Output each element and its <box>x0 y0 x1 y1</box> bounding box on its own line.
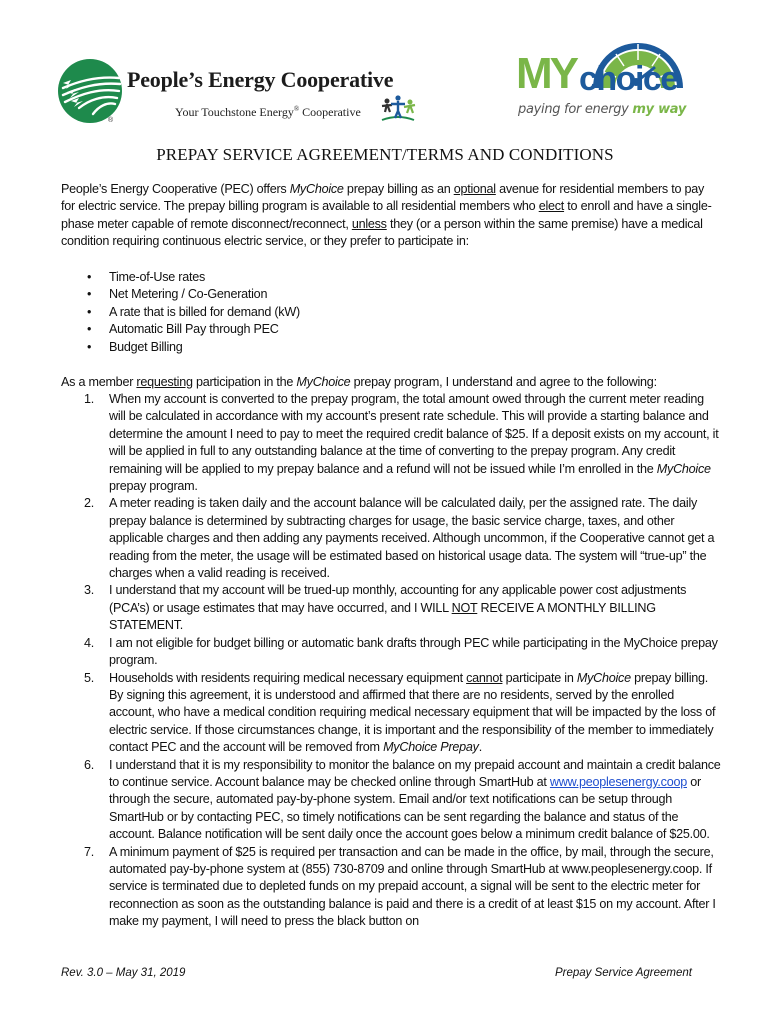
pec-name: People’s Energy Cooperative <box>127 67 394 92</box>
lead-underline-requesting: requesting <box>136 375 193 389</box>
intro-underline-optional: optional <box>453 182 496 196</box>
term-number: 2. <box>84 496 95 511</box>
term-number: 1. <box>84 392 95 406</box>
term-number: 5. <box>84 670 95 685</box>
term-text: I understand that my account will be trued-up monthly, accounting for any applicable power cost adjustments (PCA’s) or usage estimates that may have occurred, and I WILL <box>109 583 687 615</box>
intro-text: prepay billing as an <box>343 182 454 196</box>
intro-underline-unless: unless <box>351 216 387 231</box>
footer-revision: Rev. 3.0 – May 31, 2019 <box>61 967 186 979</box>
term-emphasis: MyChoice <box>656 461 711 476</box>
term-number: 6. <box>84 757 95 772</box>
lead-text: participation in the <box>192 375 297 389</box>
mychoice-choice: choice <box>579 60 678 98</box>
term-text: Households with residents requiring medical necessary equipment <box>109 670 467 685</box>
term-item-7 <box>61 844 721 931</box>
footer-document-name: Prepay Service Agreement <box>554 967 692 979</box>
pec-landscape-icon <box>57 58 123 124</box>
term-text: or through the secure, automated pay-by-phone system. Email and/or text notifications can be setup through SmartHub or by contacting PEC, so timely notifications can be sent regarding the balance and status of the account. Balance notification will be sent daily once the account goes below a minimum credit balance of $25.00. <box>109 774 710 842</box>
registered-mark: ® <box>108 117 114 124</box>
term-text: A meter reading is taken daily and the account balance will be calculated daily, per the assigned rate. The daily prepay balance is determined by subtracting charges for usage, the basic service charge, taxes, and other applicable charges and then adding any payments received. Although uncommon, if the Cooperative cannot get a reading from the meter, the usage will be estimated based on historical usage data. The system will “true-up” the charges when a valid reading is received. <box>109 496 715 581</box>
lead-text: prepay program, I understand and agree to the following: <box>350 375 657 389</box>
intro-underline-elect: elect <box>538 199 565 214</box>
term-item-2 <box>61 495 721 582</box>
intro-text: avenue for residential members to pay for electric service. The prepay billing program is available to all residential members who <box>61 182 705 214</box>
intro-paragraph <box>61 181 716 251</box>
pec-logo <box>57 58 427 128</box>
intro-text: to enroll and have a single-phase meter capable of remote disconnect/reconnect, <box>61 199 712 231</box>
intro-emphasis-mychoice: MyChoice <box>289 182 344 196</box>
lead-text: As a member <box>61 375 137 389</box>
peoplesenergy-website-link[interactable]: www.peoplesenergy.coop <box>549 774 687 789</box>
pec-tagline <box>175 105 361 120</box>
mychoice-logo <box>516 22 696 122</box>
pec-tagline-pre: Your Touchstone Energy <box>175 105 294 119</box>
list-item: • Net Metering / Co-Generation <box>87 286 300 303</box>
term-number: 7. <box>84 844 95 859</box>
list-item: • Budget Billing <box>87 339 300 356</box>
term-text: prepay billing. By signing this agreement, it is understood and affirmed that there are no residents, served by the enrolled account, who have a medical condition requiring medical necessary equipment that will be impacted by the loss of electric service. If those circumstances change, it is important and the responsibility of the member to immediately contact PEC and the account will be removed from <box>109 670 716 755</box>
term-text: . <box>478 740 482 755</box>
touchstone-people-icon <box>379 94 417 124</box>
list-item: • Time-of-Use rates <box>87 269 300 286</box>
term-text: I understand that it is my responsibility to monitor the balance on my prepaid account and maintain a credit balance to continue service. Account balance may be checked online through SmartHub at <box>109 757 721 789</box>
term-text: I am not eligible for budget billing or automatic bank drafts through PEC while participating in the MyChoice prepay program. <box>109 635 718 668</box>
term-item-3 <box>61 582 721 634</box>
term-item-1 <box>61 391 721 495</box>
pec-tagline-post: Cooperative <box>299 105 361 119</box>
mychoice-tagline-accent: my way <box>632 102 687 117</box>
mychoice-my: MY <box>516 49 576 98</box>
term-text: When my account is converted to the prepay program, the total amount owed through the current meter reading will be calculated in accordance with my account’s present rate schedule. This will provide a starting balance and determine the amount I need to pay to meet the required credit balance of $25. If a deposit exists on my account, it will be applied in full to any outstanding balance at the time of converting to the prepay program. Any credit remaining will be applied to my prepay balance and a refund will not be issued while I’m enrolled in the <box>109 392 719 476</box>
term-text: A minimum payment of $25 is required per transaction and can be made in the office, by mail, through the secure, automated pay-by-phone system at (855) 730-8709 and online through SmartHub at www.peoplesenergy.coop. If service is terminated due to depleted funds on my prepaid account, a signal will be sent to the electric meter for reconnection as soon as the outstanding balance is paid and there is a credit of at least $15 on my account. After I make my payment, I will need to press the black button on <box>109 844 716 929</box>
pec-tagline-reg: ® <box>293 105 300 113</box>
mychoice-tagline <box>518 102 686 117</box>
agreement-lead <box>61 374 716 391</box>
intro-text: People’s Energy Cooperative (PEC) offers <box>61 182 290 196</box>
term-text: RECEIVE A MONTHLY BILLING STATEMENT. <box>109 600 656 633</box>
term-number: 4. <box>84 635 95 650</box>
term-emphasis: MyChoice <box>576 670 631 685</box>
list-item: • Automatic Bill Pay through PEC <box>87 321 300 338</box>
term-item-6 <box>61 757 721 844</box>
lead-emphasis-mychoice: MyChoice <box>296 375 351 389</box>
document-title: PREPAY SERVICE AGREEMENT/TERMS AND CONDITIONS <box>156 145 614 164</box>
terms-list <box>61 391 721 931</box>
term-item-5 <box>61 670 721 757</box>
term-number: 3. <box>84 583 95 598</box>
term-underline-cannot: cannot <box>466 670 503 685</box>
term-text: prepay program. <box>109 479 198 494</box>
intro-text: they (or a person within the same premise) have a medical condition requiring continuous electric service, or they prefer to participate in: <box>61 216 703 249</box>
mychoice-tagline-pre: paying for energy <box>518 102 633 117</box>
term-underline-not: NOT <box>451 600 478 615</box>
term-text: participate in <box>502 670 577 685</box>
term-emphasis: MyChoice Prepay <box>383 740 479 755</box>
term-item-4 <box>61 635 721 670</box>
list-item: • A rate that is billed for demand (kW) <box>87 304 300 321</box>
excluded-programs-list <box>87 269 300 356</box>
